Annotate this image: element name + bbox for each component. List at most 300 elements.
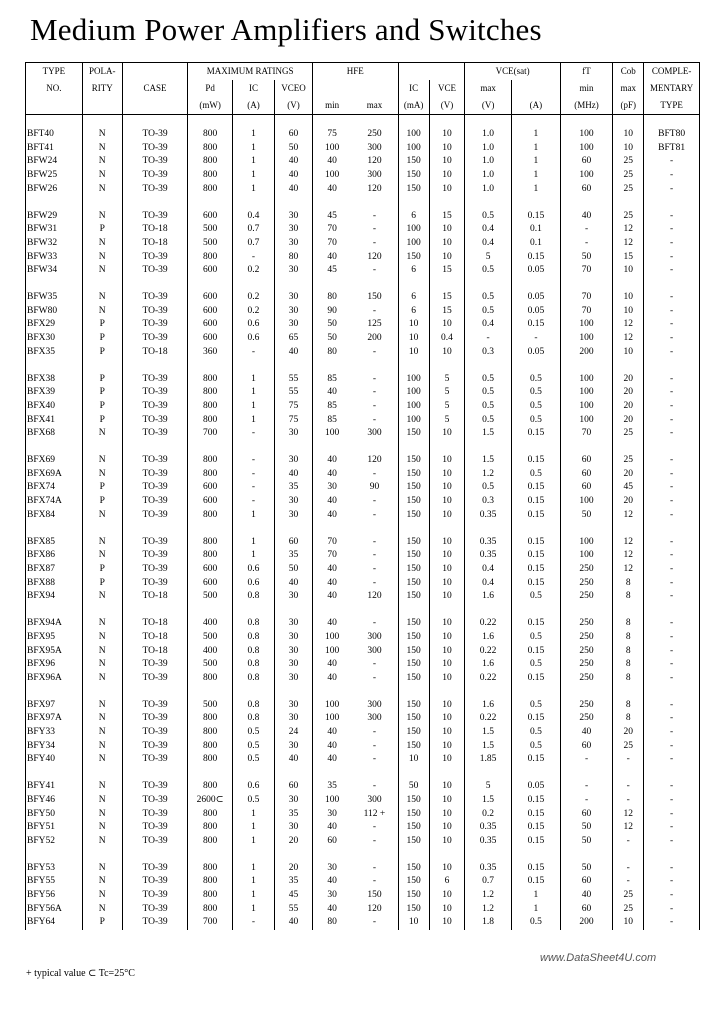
spacer-cell [232,197,274,210]
value-cell: 30 [312,808,351,822]
value-cell: 500 [188,658,232,672]
value-cell: 8 [613,672,644,686]
type-cell: BFX68 [26,427,83,441]
spacer-cell [429,686,465,699]
value-cell: - [372,373,377,384]
value-cell: - [232,495,274,509]
value-cell: 1 [511,169,560,183]
value-cell: P [82,386,122,400]
type-cell: BFW26 [26,183,83,197]
value-cell: P [82,481,122,495]
value-cell: - [644,318,700,332]
type-cell: BFY41 [26,780,83,794]
value-cell: 0.5 [465,414,512,428]
value-cell: 1.0 [465,128,512,142]
spacer-cell [122,278,188,291]
value-cell: 150 [398,794,429,808]
spacer-cell [511,767,560,780]
value-cell: 35 [275,875,313,889]
value-cell: 6 [398,305,429,319]
value-cell: 1.6 [465,590,512,604]
value-cell: 30 [275,223,313,237]
value-cell: - [644,821,700,835]
spacer-cell [398,767,429,780]
value-cell: 0.15 [511,808,560,822]
value-cell: 0.22 [465,672,512,686]
value-cell: 0.5 [465,386,512,400]
value-cell: - [644,889,700,903]
value-cell: 1.85 [465,753,512,767]
value-cell: 40 [275,155,313,169]
value-cell: 0.15 [511,481,560,495]
type-cell: BFX85 [26,536,83,550]
value-cell: TO-39 [122,903,188,917]
header-cell: MENTARY [644,80,700,97]
table-row [26,726,700,740]
value-cell: 10 [429,346,465,360]
header-cell: max [366,100,383,110]
value-cell: 0.4 [465,563,512,577]
value-cell: 150 [398,549,429,563]
value-cell: 10 [613,142,644,156]
table-row [26,549,700,563]
value-cell: N [82,821,122,835]
type-cell: BFW29 [26,210,83,224]
value-cell: - [644,264,700,278]
value-cell: 0.15 [511,753,560,767]
value-cell: 600 [188,291,232,305]
value-cell: 1.2 [465,889,512,903]
table-row [26,617,700,631]
value-cell: TO-39 [122,658,188,672]
type-cell: BFX96 [26,658,83,672]
type-cell: BFX94 [26,590,83,604]
table-row [26,672,700,686]
value-cell: 0.15 [511,645,560,659]
value-cell: TO-18 [122,645,188,659]
value-cell: N [82,726,122,740]
spacer-cell [465,197,512,210]
value-cell: 6 [398,291,429,305]
value-cell: 800 [188,903,232,917]
spacer-cell [429,360,465,373]
spacer-cell [82,115,122,129]
table-row [26,251,700,265]
value-cell: 150 [398,821,429,835]
value-cell: 80 [312,291,351,305]
value-cell: 65 [275,332,313,346]
value-cell: 40 [312,563,351,577]
value-cell: 12 [613,549,644,563]
value-cell: TO-39 [122,332,188,346]
type-cell: BFY51 [26,821,83,835]
value-cell: 800 [188,142,232,156]
value-cell: P [82,318,122,332]
value-cell: 0.35 [465,549,512,563]
value-cell: 30 [275,305,313,319]
spacer-cell [613,767,644,780]
value-cell: TO-39 [122,549,188,563]
value-cell: 1.6 [465,631,512,645]
spacer-cell [465,604,512,617]
type-cell: BFX95 [26,631,83,645]
value-cell: 250 [560,577,612,591]
spacer-cell [644,441,700,454]
type-cell: BFX69A [26,468,83,482]
value-cell: 0.4 [465,223,512,237]
value-cell: TO-39 [122,414,188,428]
value-cell: 70 [312,549,351,563]
value-cell: 25 [613,210,644,224]
value-cell: 120 [367,251,382,262]
spacer-cell [398,115,429,129]
spacer-cell [613,523,644,536]
value-cell: 60 [560,740,612,754]
value-cell: 400 [188,645,232,659]
spacer-cell [26,115,83,129]
value-cell: 150 [398,563,429,577]
value-cell: 0.15 [511,794,560,808]
value-cell: 1.5 [465,427,512,441]
value-cell: N [82,645,122,659]
value-cell: 150 [398,454,429,468]
value-cell: 0.5 [465,291,512,305]
value-cell: 40 [275,468,313,482]
spacer-cell [511,604,560,617]
table-row [26,509,700,523]
spacer-cell [122,360,188,373]
value-cell: 0.15 [511,427,560,441]
value-cell: 1 [511,889,560,903]
value-cell: 250 [560,712,612,726]
value-cell: 1 [232,875,274,889]
value-cell: 100 [398,400,429,414]
spacer-cell [188,523,232,536]
value-cell: N [82,617,122,631]
value-cell: 40 [312,875,351,889]
type-cell: BFX69 [26,454,83,468]
value-cell: 0.3 [465,495,512,509]
value-cell: 800 [188,889,232,903]
value-cell: 60 [560,875,612,889]
value-cell: 0.15 [511,210,560,224]
value-cell: 2600⊂ [188,794,232,808]
value-cell: P [82,400,122,414]
value-cell: 100 [398,223,429,237]
value-cell: 5 [429,414,465,428]
spacer-cell [560,849,612,862]
value-cell: 30 [275,237,313,251]
value-cell: - [644,590,700,604]
spacer-cell [644,604,700,617]
spacer-cell [465,686,512,699]
value-cell: - [644,414,700,428]
spacer-cell [351,686,398,699]
value-cell: 50 [275,563,313,577]
type-cell: BFY34 [26,740,83,754]
value-cell: - [372,210,377,221]
spacer-cell [82,197,122,210]
header-cell [122,97,188,115]
value-cell: 8 [613,645,644,659]
spacer-cell [613,849,644,862]
value-cell: 800 [188,386,232,400]
value-cell: 0.05 [511,291,560,305]
spacer-cell [312,197,351,210]
value-cell: 300 [367,170,382,181]
value-cell: - [644,468,700,482]
value-cell: - [511,332,560,346]
header-cell: IC [398,80,429,97]
value-cell: 1 [232,400,274,414]
header-cell [26,97,83,115]
value-cell: 150 [398,808,429,822]
value-cell: TO-39 [122,712,188,726]
value-cell: 12 [613,318,644,332]
value-cell: 100 [560,332,612,346]
spacer-cell [511,197,560,210]
value-cell: 40 [275,916,313,930]
value-cell: - [372,224,377,235]
value-cell: - [372,618,377,629]
value-cell: P [82,414,122,428]
value-cell: 30 [312,862,351,876]
value-cell: 20 [275,835,313,849]
value-cell: 0.6 [232,780,274,794]
value-cell: 12 [613,509,644,523]
value-cell: 85 [312,400,351,414]
value-cell: 1 [232,549,274,563]
value-cell: 1.2 [465,903,512,917]
spacer-cell [188,115,232,129]
value-cell: N [82,454,122,468]
spacer-cell [429,849,465,862]
table-row [26,590,700,604]
type-cell: BFY53 [26,862,83,876]
value-cell: 150 [398,481,429,495]
value-cell: 12 [613,237,644,251]
header-cell: (V) [465,97,512,115]
value-cell: 800 [188,712,232,726]
spacer-cell [351,278,398,291]
value-cell: N [82,740,122,754]
value-cell: P [82,373,122,387]
value-cell: 1.0 [465,155,512,169]
type-cell: BFY64 [26,916,83,930]
value-cell: 0.6 [232,563,274,577]
header-cell [511,80,560,97]
value-cell: - [644,658,700,672]
value-cell: 0.8 [232,699,274,713]
value-cell: N [82,509,122,523]
value-cell: - [560,794,612,808]
spacer-cell [232,115,274,129]
header-cell [398,63,465,81]
value-cell: 8 [613,577,644,591]
value-cell: 800 [188,835,232,849]
value-cell: 300 [367,428,382,439]
value-cell: 100 [312,699,351,713]
spacer-cell [351,197,398,210]
value-cell: 1.5 [465,454,512,468]
value-cell: TO-39 [122,264,188,278]
value-cell: 70 [560,305,612,319]
value-cell: 1 [232,862,274,876]
value-cell: N [82,128,122,142]
value-cell: 90 [369,482,380,493]
value-cell: 30 [275,658,313,672]
spacer-cell [275,523,313,536]
value-cell: 35 [275,808,313,822]
table-row [26,183,700,197]
value-cell: 0.35 [465,862,512,876]
value-cell: 1 [232,386,274,400]
value-cell: TO-39 [122,672,188,686]
value-cell: 80 [312,346,351,360]
value-cell: BFT80 [644,128,700,142]
value-cell: 0.5 [232,726,274,740]
spacer-cell [122,523,188,536]
value-cell: 150 [367,292,382,303]
spacer-cell [188,360,232,373]
value-cell: 120 [367,903,382,914]
value-cell: 75 [312,128,351,142]
value-cell: 300 [367,699,382,710]
value-cell: 0.22 [465,645,512,659]
value-cell: 1.2 [465,468,512,482]
value-cell: 0.5 [232,740,274,754]
table-row [26,563,700,577]
spacer-cell [312,360,351,373]
value-cell: 10 [429,454,465,468]
value-cell: 40 [312,590,351,604]
type-cell: BFX95A [26,645,83,659]
value-cell: P [82,346,122,360]
value-cell: 600 [188,332,232,346]
value-cell: 250 [560,631,612,645]
value-cell: 20 [613,495,644,509]
value-cell: 10 [429,590,465,604]
value-cell: 0.5 [511,658,560,672]
header-cell: (V) [275,97,313,115]
value-cell: 120 [367,591,382,602]
spacer-cell [398,686,429,699]
value-cell: 55 [275,903,313,917]
value-cell: 30 [275,631,313,645]
value-cell: 30 [275,495,313,509]
value-cell: 1.5 [465,740,512,754]
value-cell: 100 [312,645,351,659]
type-cell: BFX39 [26,386,83,400]
spacer-cell [465,523,512,536]
value-cell: 8 [613,712,644,726]
value-cell: P [82,577,122,591]
value-cell: - [560,753,612,767]
type-cell: BFY33 [26,726,83,740]
table-row [26,155,700,169]
value-cell: - [644,740,700,754]
table-header [26,63,700,115]
spacer-cell [560,197,612,210]
spacer-cell [429,767,465,780]
spacer-cell [188,767,232,780]
value-cell: - [372,536,377,547]
value-cell: 100 [312,169,351,183]
spacer-cell [275,360,313,373]
value-cell: 100 [560,536,612,550]
spacer-cell [511,523,560,536]
value-cell: 30 [275,210,313,224]
value-cell: - [372,822,377,833]
value-cell: 0.6 [232,318,274,332]
value-cell: 30 [275,427,313,441]
spacer-cell [82,849,122,862]
spec-table [25,62,700,930]
value-cell: TO-39 [122,726,188,740]
value-cell: 10 [429,128,465,142]
value-cell: - [644,291,700,305]
value-cell: N [82,862,122,876]
value-cell: - [644,400,700,414]
value-cell: 0.8 [232,590,274,604]
type-cell: BFX38 [26,373,83,387]
value-cell: 30 [275,699,313,713]
header-cell: TYPE [26,63,83,81]
value-cell: 25 [613,740,644,754]
value-cell: 40 [312,726,351,740]
value-cell: N [82,699,122,713]
spacer-cell [613,686,644,699]
spacer-cell [351,115,398,129]
value-cell: 45 [312,264,351,278]
value-cell: 150 [398,183,429,197]
value-cell: TO-18 [122,346,188,360]
value-cell: - [644,427,700,441]
spacer-cell [613,115,644,129]
table-row [26,427,700,441]
value-cell: 15 [429,264,465,278]
spacer-cell [232,278,274,291]
value-cell: 60 [560,454,612,468]
value-cell: 20 [275,862,313,876]
footnote: + typical value ⊂ Tc=25°C [26,968,135,979]
value-cell: 0.8 [232,672,274,686]
value-cell: 40 [560,889,612,903]
value-cell: 12 [613,223,644,237]
value-cell: - [372,835,377,846]
value-cell: 800 [188,808,232,822]
spacer-cell [275,278,313,291]
value-cell: 1 [232,169,274,183]
value-cell: 40 [275,346,313,360]
value-cell: 70 [560,264,612,278]
value-cell: 150 [398,712,429,726]
value-cell: 85 [312,414,351,428]
value-cell: 30 [275,821,313,835]
value-cell: 0.1 [511,237,560,251]
value-cell: 10 [429,427,465,441]
type-cell: BFT40 [26,128,83,142]
value-cell: - [372,862,377,873]
value-cell: 800 [188,183,232,197]
value-cell: TO-39 [122,468,188,482]
value-cell: N [82,427,122,441]
type-cell: BFX97A [26,712,83,726]
header-cell: min [312,97,351,115]
value-cell: 10 [613,916,644,930]
value-cell: 50 [312,318,351,332]
spacer-cell [644,360,700,373]
